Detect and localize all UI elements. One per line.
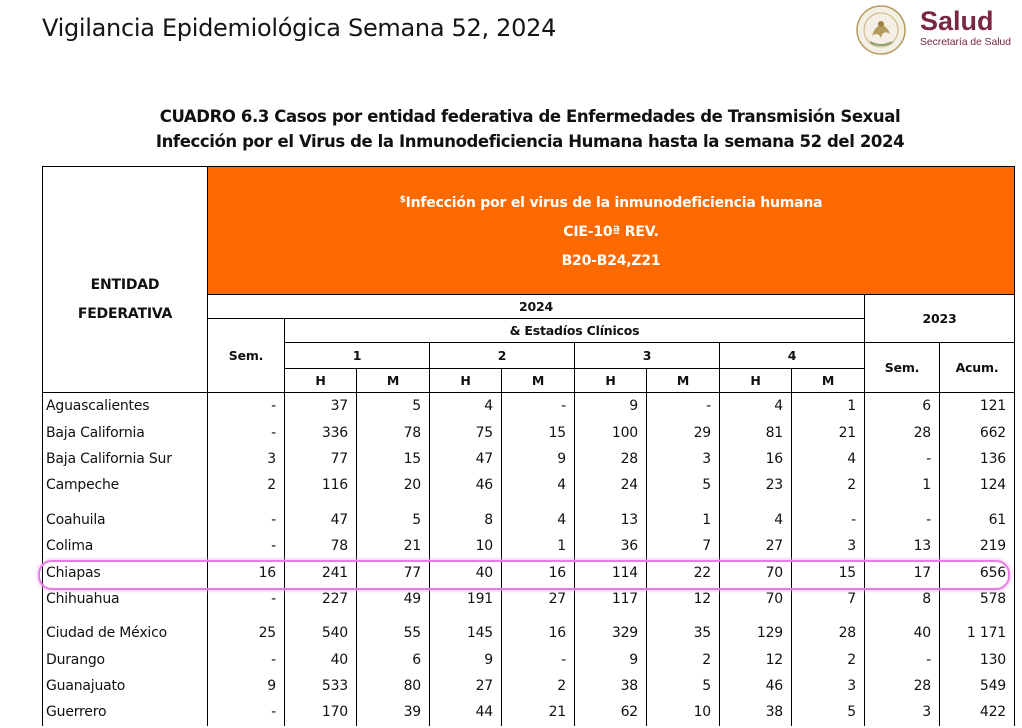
value-cell: 40 (430, 559, 502, 585)
table-caption (0, 104, 1022, 154)
cases-table (42, 166, 1015, 726)
value-cell: - (647, 393, 720, 420)
value-cell: 21 (357, 533, 430, 559)
value-cell: - (502, 647, 575, 673)
table-row (43, 393, 1015, 420)
table-row (43, 472, 1015, 498)
value-cell: 13 (865, 533, 940, 559)
entity-cell: Chihuahua (43, 586, 208, 612)
value-cell: 44 (430, 699, 502, 725)
table-row (43, 612, 1015, 646)
value-cell: 78 (285, 533, 357, 559)
value-cell: 40 (285, 647, 357, 673)
entity-cell: Baja California Sur (43, 446, 208, 472)
value-cell: 129 (720, 612, 792, 646)
value-cell: 549 (940, 673, 1015, 699)
value-cell: 8 (430, 499, 502, 533)
value-cell: - (865, 647, 940, 673)
stage-1-h-header: H (285, 369, 357, 393)
value-cell: 336 (285, 419, 357, 445)
value-cell: 28 (865, 673, 940, 699)
stage-2-h-header: H (430, 369, 502, 393)
value-cell: 5 (357, 393, 430, 420)
entity-cell: Durango (43, 647, 208, 673)
entity-cell: Guanajuato (43, 673, 208, 699)
value-cell: 28 (792, 612, 865, 646)
value-cell: 70 (720, 586, 792, 612)
caption-line-1: CUADRO 6.3 Casos por entidad federativa de Enfermedades de Transmisión Sexual (159, 107, 901, 126)
national-seal-icon (852, 4, 910, 56)
stage-4-m-header: M (792, 369, 865, 393)
stage-3-header: 3 (575, 343, 720, 369)
value-cell: - (792, 499, 865, 533)
table-row (43, 446, 1015, 472)
value-cell: 100 (575, 419, 647, 445)
value-cell: 2 (792, 472, 865, 498)
value-cell: 13 (575, 499, 647, 533)
value-cell: 4 (502, 499, 575, 533)
table-body (43, 393, 1015, 726)
sem-header-2024: Sem. (208, 319, 285, 393)
value-cell: 55 (357, 612, 430, 646)
value-cell: 75 (430, 419, 502, 445)
entity-cell: Baja California (43, 419, 208, 445)
value-cell: 1 (502, 533, 575, 559)
table-row (43, 559, 1015, 585)
disease-superscript: $ (399, 194, 406, 205)
table-row (43, 699, 1015, 725)
stage-3-m-header: M (647, 369, 720, 393)
acum-header-2023: Acum. (940, 343, 1015, 393)
value-cell: - (502, 393, 575, 420)
value-cell: 3 (208, 446, 285, 472)
value-cell: 145 (430, 612, 502, 646)
value-cell: 15 (502, 419, 575, 445)
value-cell: 27 (430, 673, 502, 699)
value-cell: 241 (285, 559, 357, 585)
entity-cell: Chiapas (43, 559, 208, 585)
value-cell: 15 (792, 559, 865, 585)
value-cell: 27 (720, 533, 792, 559)
value-cell: 2 (792, 647, 865, 673)
sem-header-2023: Sem. (865, 343, 940, 393)
value-cell: 15 (357, 446, 430, 472)
value-cell: 124 (940, 472, 1015, 498)
stage-2-header: 2 (430, 343, 575, 369)
value-cell: 329 (575, 612, 647, 646)
value-cell: 61 (940, 499, 1015, 533)
value-cell: 114 (575, 559, 647, 585)
value-cell: 7 (792, 586, 865, 612)
stage-4-header: 4 (720, 343, 865, 369)
value-cell: 9 (502, 446, 575, 472)
disease-name (208, 186, 1014, 218)
value-cell: 1 (865, 472, 940, 498)
stage-3-h-header: H (575, 369, 647, 393)
table-row (43, 533, 1015, 559)
value-cell: 9 (208, 673, 285, 699)
value-cell: 3 (792, 533, 865, 559)
value-cell: 16 (502, 559, 575, 585)
value-cell: 40 (865, 612, 940, 646)
value-cell: 20 (357, 472, 430, 498)
value-cell: 46 (430, 472, 502, 498)
disease-banner (208, 167, 1015, 295)
value-cell: 191 (430, 586, 502, 612)
value-cell: 16 (208, 559, 285, 585)
entity-cell: Campeche (43, 472, 208, 498)
value-cell: 227 (285, 586, 357, 612)
value-cell: 3 (865, 699, 940, 725)
value-cell: 5 (792, 699, 865, 725)
entity-cell: Guerrero (43, 699, 208, 725)
page-header (0, 0, 1022, 70)
value-cell: 70 (720, 559, 792, 585)
value-cell: 6 (865, 393, 940, 420)
stage-4-h-header: H (720, 369, 792, 393)
value-cell: 25 (208, 612, 285, 646)
value-cell: 80 (357, 673, 430, 699)
value-cell: 662 (940, 419, 1015, 445)
value-cell: 46 (720, 673, 792, 699)
value-cell: 9 (430, 647, 502, 673)
table-row (43, 586, 1015, 612)
value-cell: 5 (357, 499, 430, 533)
value-cell: 77 (357, 559, 430, 585)
value-cell: 533 (285, 673, 357, 699)
value-cell: 5 (647, 472, 720, 498)
entity-cell: Ciudad de México (43, 612, 208, 646)
value-cell: 656 (940, 559, 1015, 585)
value-cell: 47 (430, 446, 502, 472)
cie-codes: B20-B24,Z21 (561, 252, 661, 269)
value-cell: 81 (720, 419, 792, 445)
value-cell: 4 (720, 393, 792, 420)
value-cell: 3 (792, 673, 865, 699)
value-cell: 219 (940, 533, 1015, 559)
salud-logo (852, 2, 1022, 58)
value-cell: - (208, 586, 285, 612)
entity-cell: Colima (43, 533, 208, 559)
value-cell: 2 (647, 647, 720, 673)
stage-1-header: 1 (285, 343, 430, 369)
value-cell: 62 (575, 699, 647, 725)
value-cell: 117 (575, 586, 647, 612)
value-cell: 1 (647, 499, 720, 533)
value-cell: - (208, 393, 285, 420)
value-cell: 29 (647, 419, 720, 445)
table-row (43, 647, 1015, 673)
value-cell: 28 (865, 419, 940, 445)
entity-cell: Coahuila (43, 499, 208, 533)
value-cell: 116 (285, 472, 357, 498)
value-cell: 578 (940, 586, 1015, 612)
value-cell: 6 (357, 647, 430, 673)
value-cell: 1 (792, 393, 865, 420)
table-row (43, 673, 1015, 699)
value-cell: 10 (647, 699, 720, 725)
value-cell: 10 (430, 533, 502, 559)
value-cell: 9 (575, 393, 647, 420)
value-cell: - (865, 446, 940, 472)
disease-name-text: Infección por el virus de la inmunodeficiencia humana (405, 194, 823, 211)
value-cell: 36 (575, 533, 647, 559)
brand (920, 8, 1011, 48)
value-cell: 422 (940, 699, 1015, 725)
value-cell: 1 171 (940, 612, 1015, 646)
page-title: Vigilancia Epidemiológica Semana 52, 2024 (42, 14, 557, 42)
brand-subtitle: Secretaría de Salud (920, 36, 1011, 48)
value-cell: - (208, 647, 285, 673)
stages-header: & Estadíos Clínicos (285, 319, 865, 343)
value-cell: 136 (940, 446, 1015, 472)
value-cell: 2 (208, 472, 285, 498)
value-cell: 4 (430, 393, 502, 420)
value-cell: 38 (720, 699, 792, 725)
value-cell: 24 (575, 472, 647, 498)
value-cell: 37 (285, 393, 357, 420)
value-cell: 17 (865, 559, 940, 585)
value-cell: 3 (647, 446, 720, 472)
value-cell: 38 (575, 673, 647, 699)
value-cell: - (865, 499, 940, 533)
year-2024-header: 2024 (208, 295, 865, 319)
value-cell: 9 (575, 647, 647, 673)
value-cell: - (208, 699, 285, 725)
cie-label: CIE-10ª REV. (563, 223, 659, 240)
value-cell: - (208, 533, 285, 559)
caption-line-2: Infección por el Virus de la Inmunodeficiencia Humana hasta la semana 52 del 2024 (155, 132, 905, 151)
value-cell: - (208, 499, 285, 533)
entity-header-line-1: ENTIDAD (90, 276, 160, 293)
value-cell: 12 (720, 647, 792, 673)
brand-name: Salud (920, 6, 994, 36)
value-cell: 28 (575, 446, 647, 472)
year-2023-header: 2023 (865, 295, 1015, 343)
value-cell: 39 (357, 699, 430, 725)
value-cell: 47 (285, 499, 357, 533)
value-cell: 77 (285, 446, 357, 472)
value-cell: 16 (720, 446, 792, 472)
table-row (43, 419, 1015, 445)
value-cell: 27 (502, 586, 575, 612)
value-cell: 2 (502, 673, 575, 699)
value-cell: 170 (285, 699, 357, 725)
value-cell: 5 (647, 673, 720, 699)
value-cell: 4 (502, 472, 575, 498)
value-cell: 49 (357, 586, 430, 612)
value-cell: - (208, 419, 285, 445)
value-cell: 21 (502, 699, 575, 725)
value-cell: 12 (647, 586, 720, 612)
value-cell: 23 (720, 472, 792, 498)
entity-cell: Aguascalientes (43, 393, 208, 420)
entity-header-line-2: FEDERATIVA (77, 305, 173, 322)
value-cell: 4 (720, 499, 792, 533)
value-cell: 540 (285, 612, 357, 646)
value-cell: 22 (647, 559, 720, 585)
value-cell: 7 (647, 533, 720, 559)
value-cell: 35 (647, 612, 720, 646)
stage-1-m-header: M (357, 369, 430, 393)
value-cell: 8 (865, 586, 940, 612)
value-cell: 4 (792, 446, 865, 472)
table-row (43, 499, 1015, 533)
stage-2-m-header: M (502, 369, 575, 393)
value-cell: 78 (357, 419, 430, 445)
value-cell: 16 (502, 612, 575, 646)
value-cell: 130 (940, 647, 1015, 673)
value-cell: 121 (940, 393, 1015, 420)
value-cell: 21 (792, 419, 865, 445)
entity-header (43, 167, 208, 393)
